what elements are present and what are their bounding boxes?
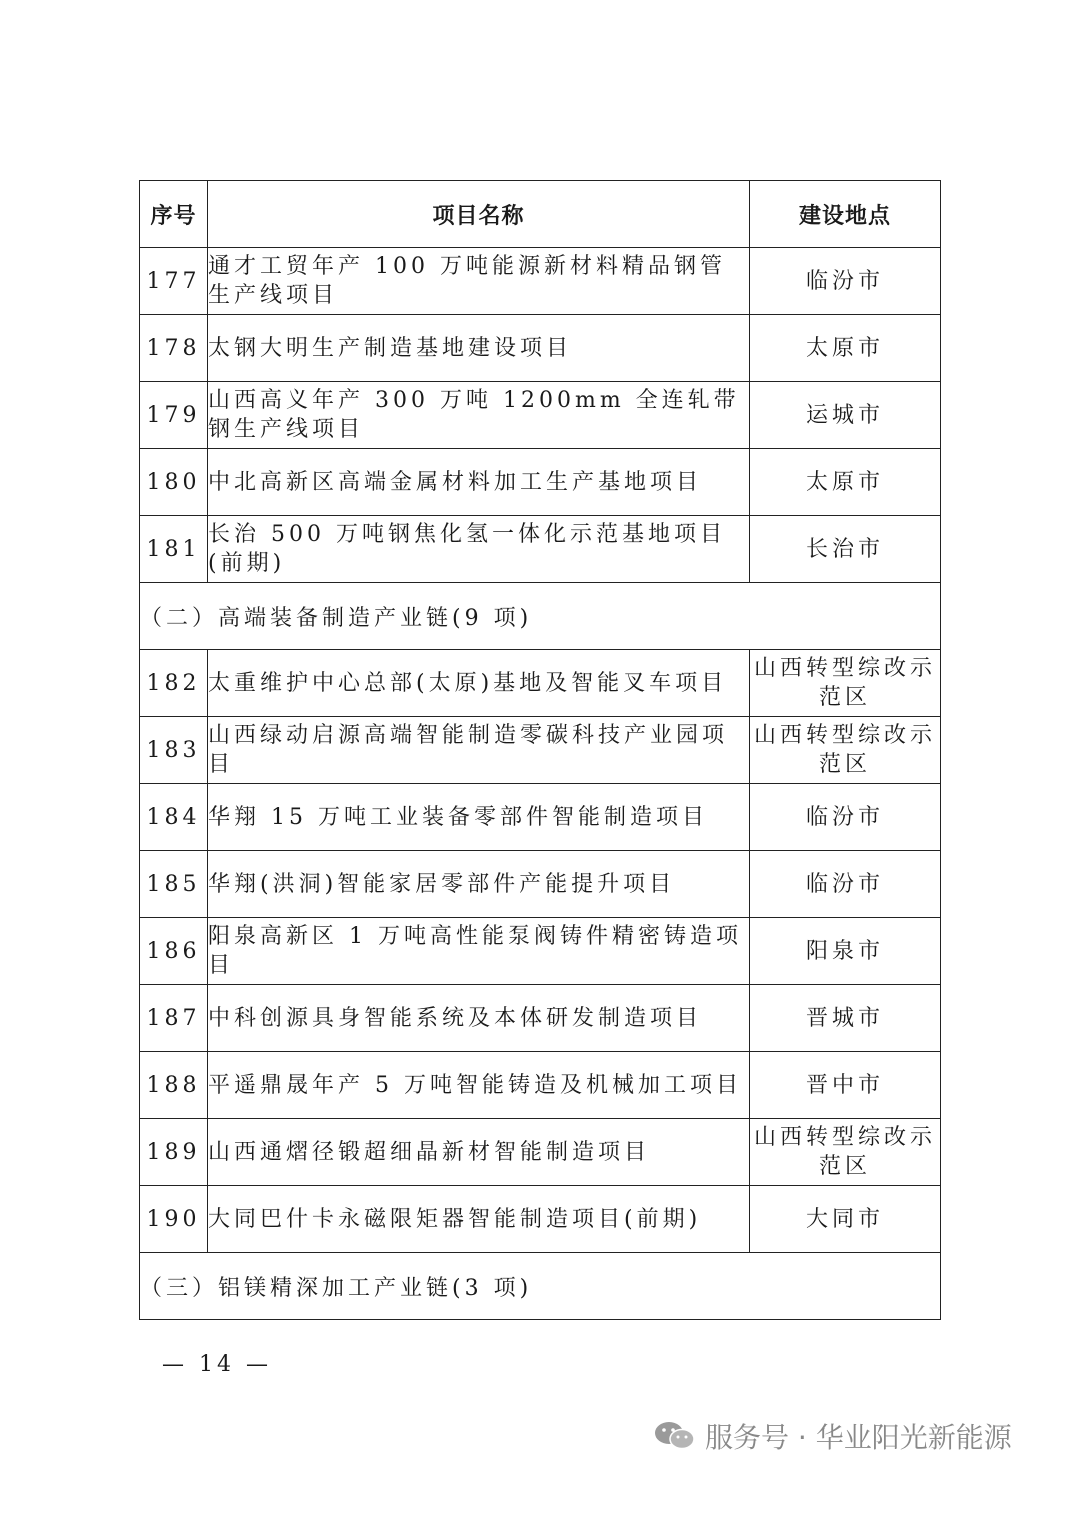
header-num: 序号: [140, 181, 208, 248]
section-row: [140, 1253, 941, 1320]
row-name: 华翔(洪洞)智能家居零部件产能提升项目: [208, 851, 750, 918]
row-loc: 山西转型综改示范区: [750, 650, 941, 717]
row-num: 181: [140, 516, 208, 583]
row-loc: 长治市: [750, 516, 941, 583]
table-row: [140, 650, 941, 717]
row-name: 大同巴什卡永磁限矩器智能制造项目(前期): [208, 1186, 750, 1253]
table-row: [140, 717, 941, 784]
row-num: 185: [140, 851, 208, 918]
watermark-text: 服务号 · 华业阳光新能源: [705, 1421, 1012, 1454]
row-name: 长治 500 万吨钢焦化氢一体化示范基地项目(前期): [208, 516, 750, 583]
table-row: [140, 1119, 941, 1186]
row-loc: 山西转型综改示范区: [750, 717, 941, 784]
table-row: [140, 851, 941, 918]
row-name: 中北高新区高端金属材料加工生产基地项目: [208, 449, 750, 516]
table-row: [140, 1186, 941, 1253]
row-loc: 晋中市: [750, 1052, 941, 1119]
watermark: [653, 1416, 1012, 1456]
row-num: 182: [140, 650, 208, 717]
row-name: 平遥鼎晟年产 5 万吨智能铸造及机械加工项目: [208, 1052, 750, 1119]
row-name: 华翔 15 万吨工业装备零部件智能制造项目: [208, 784, 750, 851]
row-loc: 临汾市: [750, 851, 941, 918]
row-num: 190: [140, 1186, 208, 1253]
row-num: 184: [140, 784, 208, 851]
row-loc: 临汾市: [750, 248, 941, 315]
row-loc: 临汾市: [750, 784, 941, 851]
row-loc: 运城市: [750, 382, 941, 449]
row-num: 183: [140, 717, 208, 784]
row-name: 山西高义年产 300 万吨 1200mm 全连轧带钢生产线项目: [208, 382, 750, 449]
row-num: 179: [140, 382, 208, 449]
row-name: 太重维护中心总部(太原)基地及智能叉车项目: [208, 650, 750, 717]
row-loc: 阳泉市: [750, 918, 941, 985]
row-name: 山西通熠径锻超细晶新材智能制造项目: [208, 1119, 750, 1186]
row-num: 178: [140, 315, 208, 382]
row-num: 186: [140, 918, 208, 985]
section-row: [140, 583, 941, 650]
section-heading: （三）铝镁精深加工产业链(3 项): [140, 1253, 941, 1320]
row-num: 187: [140, 985, 208, 1052]
row-num: 188: [140, 1052, 208, 1119]
wechat-icon: [653, 1420, 697, 1452]
row-name: 通才工贸年产 100 万吨能源新材料精品钢管生产线项目: [208, 248, 750, 315]
header-name: 项目名称: [208, 181, 750, 248]
table-row: [140, 1052, 941, 1119]
row-num: 189: [140, 1119, 208, 1186]
header-loc: 建设地点: [750, 181, 941, 248]
row-name: 太钢大明生产制造基地建设项目: [208, 315, 750, 382]
table-row: [140, 516, 941, 583]
table-row: [140, 248, 941, 315]
table-header-row: [140, 181, 941, 248]
table-row: [140, 918, 941, 985]
row-loc: 太原市: [750, 315, 941, 382]
section-heading: （二）高端装备制造产业链(9 项): [140, 583, 941, 650]
row-loc: 晋城市: [750, 985, 941, 1052]
table-row: [140, 985, 941, 1052]
table-row: [140, 315, 941, 382]
project-table: [139, 180, 941, 1320]
row-loc: 大同市: [750, 1186, 941, 1253]
table-row: [140, 784, 941, 851]
row-loc: 太原市: [750, 449, 941, 516]
row-num: 180: [140, 449, 208, 516]
row-num: 177: [140, 248, 208, 315]
row-name: 中科创源具身智能系统及本体研发制造项目: [208, 985, 750, 1052]
table-row: [140, 382, 941, 449]
row-name: 阳泉高新区 1 万吨高性能泵阀铸件精密铸造项目: [208, 918, 750, 985]
row-name: 山西绿动启源高端智能制造零碳科技产业园项目: [208, 717, 750, 784]
table-row: [140, 449, 941, 516]
page-number: — 14 —: [162, 1352, 272, 1377]
row-loc: 山西转型综改示范区: [750, 1119, 941, 1186]
